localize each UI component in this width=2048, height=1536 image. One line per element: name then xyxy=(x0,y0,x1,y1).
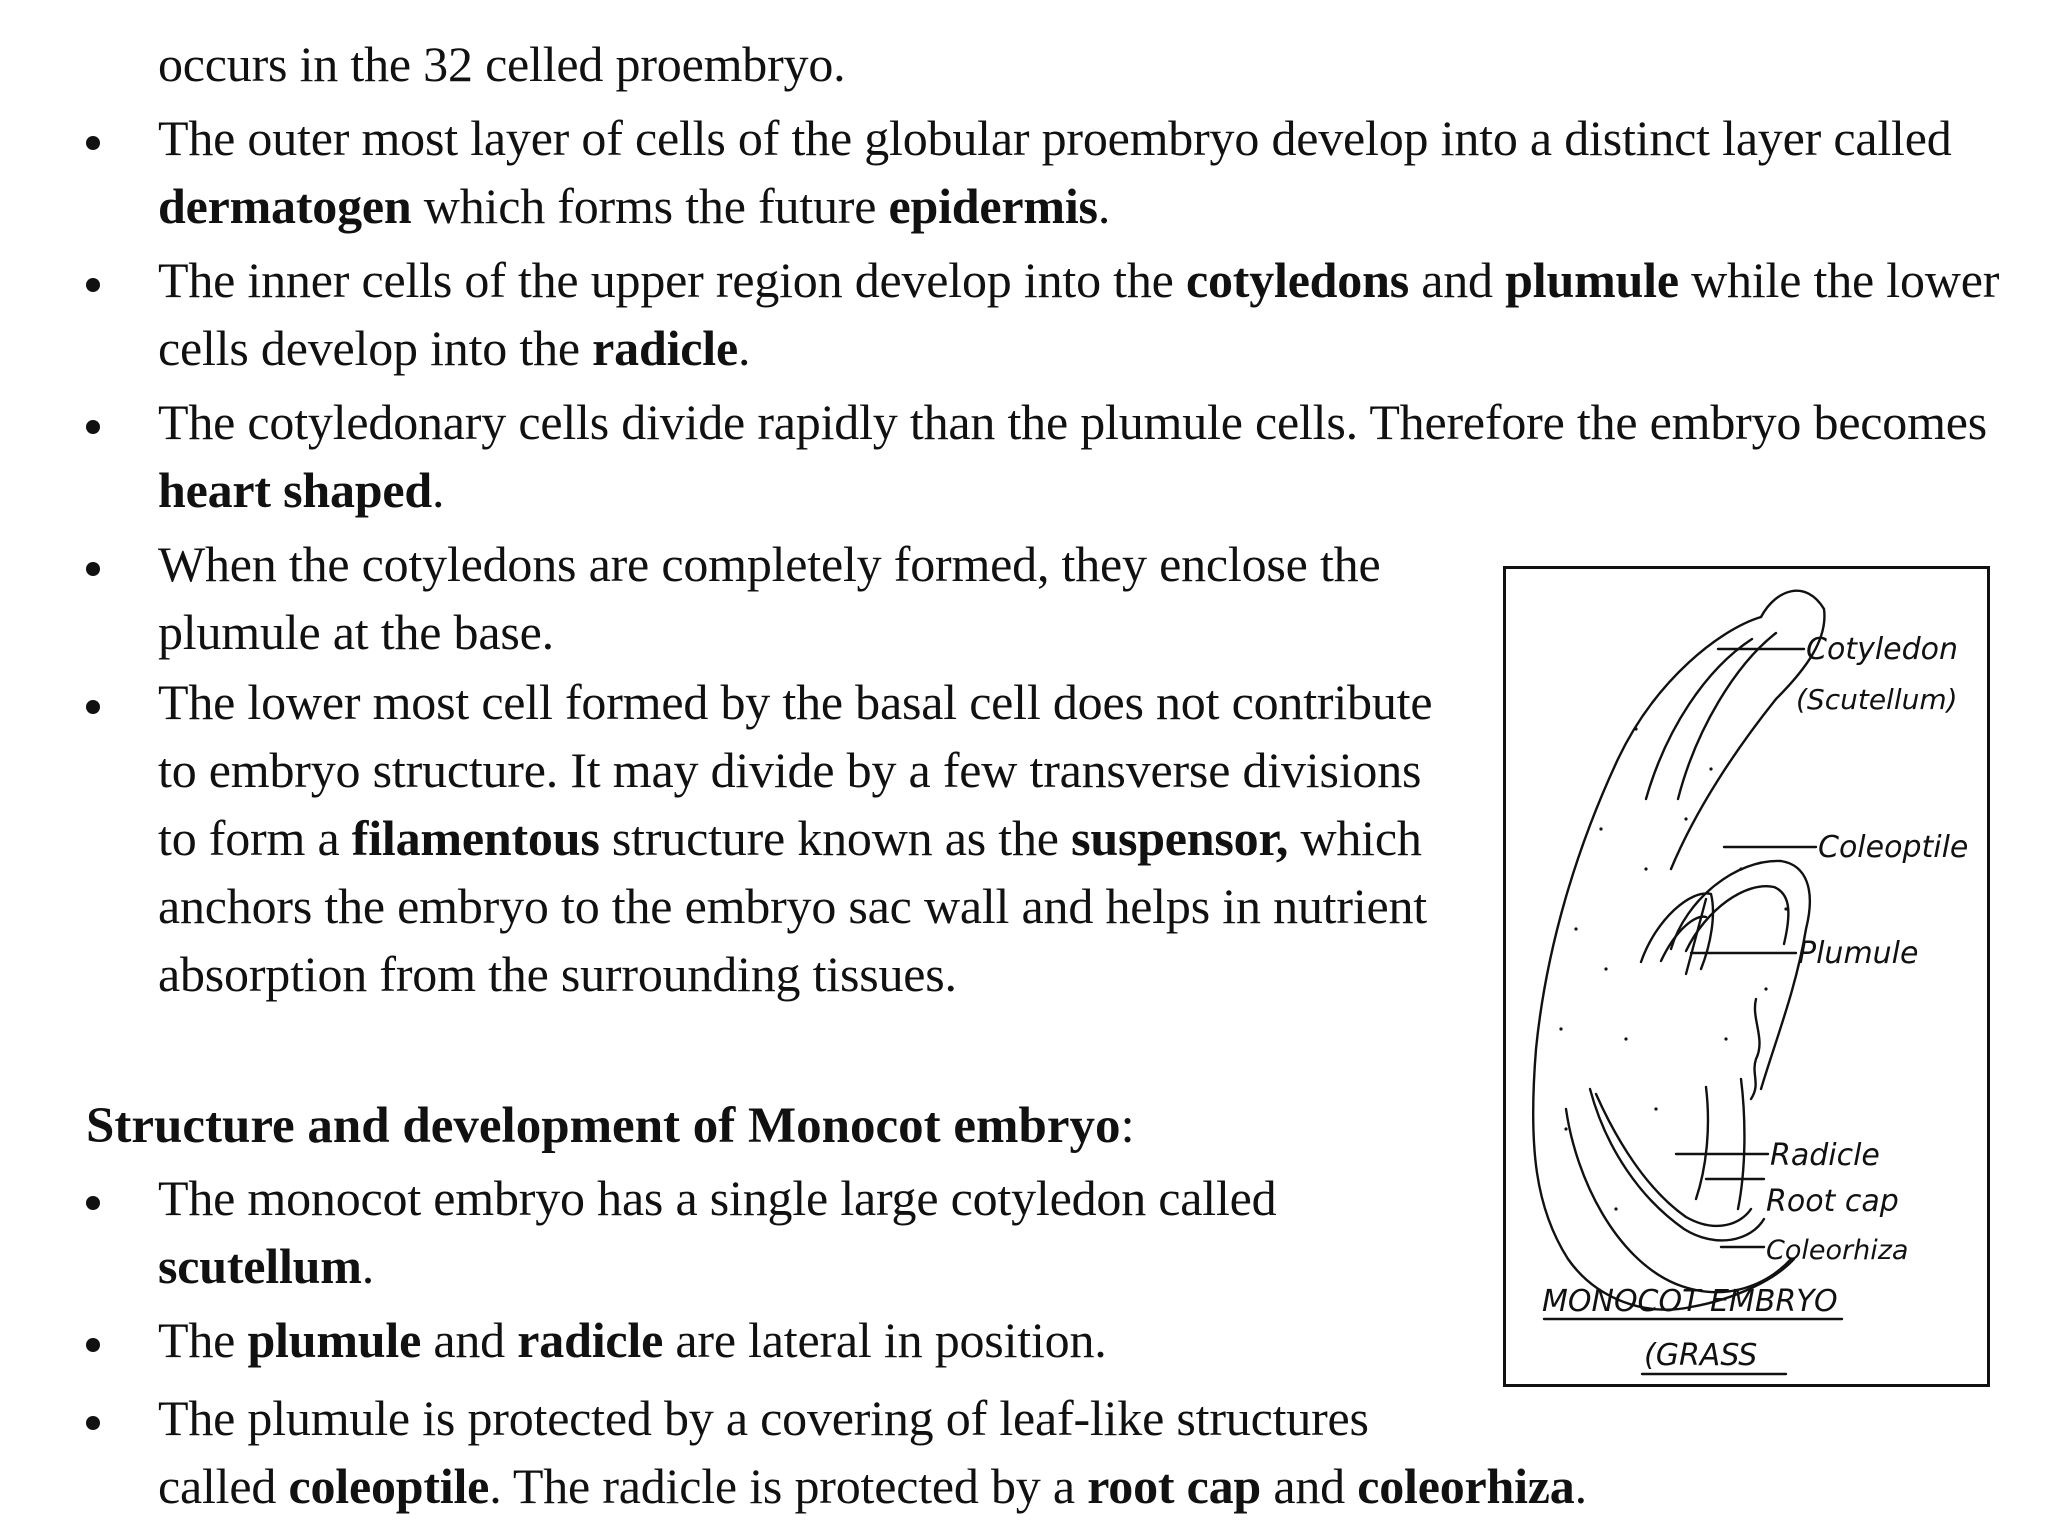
text-line xyxy=(158,1310,1107,1370)
text-run: . xyxy=(432,462,445,518)
text-run: occurs in the 32 celled proembryo. xyxy=(158,36,846,92)
term-radicle: radicle xyxy=(592,320,738,376)
text-run: . The radicle is protected by a xyxy=(489,1458,1088,1514)
text-run: When the cotyledons are completely formed, they enclose the xyxy=(158,536,1381,592)
text-run: to form a xyxy=(158,810,352,866)
text-line xyxy=(158,876,1427,936)
text-run: are lateral in position. xyxy=(663,1312,1107,1368)
term-dermatogen: dermatogen xyxy=(158,178,412,234)
text-run: The xyxy=(158,1312,248,1368)
term-coleoptile: coleoptile xyxy=(288,1458,490,1514)
term-scutellum: scutellum xyxy=(158,1238,362,1294)
bullet-icon xyxy=(86,420,100,434)
text-line xyxy=(158,460,444,520)
bullet-icon xyxy=(86,700,100,714)
text-run: The monocot embryo has a single large cotyledon called xyxy=(158,1170,1277,1226)
text-run: anchors the embryo to the embryo sac wall and helps in nutrient xyxy=(158,878,1427,934)
term-filamentous: filamentous xyxy=(351,810,600,866)
text-line xyxy=(158,534,1380,594)
plumule-shape xyxy=(1641,893,1713,974)
text-line xyxy=(158,1236,374,1296)
label-coleoptile: Coleoptile xyxy=(1818,830,1969,865)
label-plumule: Plumule xyxy=(1798,936,1919,971)
bullet-icon xyxy=(86,136,100,150)
text-run: to embryo structure. It may divide by a few transverse divisions xyxy=(158,742,1422,798)
label-coleorhiza: Coleorhiza xyxy=(1766,1235,1909,1266)
text-run: called xyxy=(158,1458,289,1514)
text-run: The cotyledonary cells divide rapidly than the plumule cells. Therefore the embryo becomes xyxy=(158,394,1988,450)
text-run: . xyxy=(1574,1458,1587,1514)
text-line xyxy=(158,672,1432,732)
scutellum-inner-line xyxy=(1646,639,1752,799)
heading-text: Structure and development of Monocot embryo xyxy=(86,1098,1121,1154)
text-run: cells develop into the xyxy=(158,320,593,376)
text-line xyxy=(158,1388,1369,1448)
heading-colon: : xyxy=(1120,1098,1135,1154)
label-radicle: Radicle xyxy=(1770,1138,1880,1173)
text-run: The lower most cell formed by the basal cell does not contribute xyxy=(158,674,1433,730)
monocot-embryo-figure xyxy=(1503,566,1990,1387)
term-epidermis: epidermis xyxy=(888,178,1098,234)
text-line xyxy=(158,176,1110,236)
section-heading xyxy=(86,1096,1135,1156)
text-run: plumule at the base. xyxy=(158,604,554,660)
text-run: . xyxy=(361,1238,375,1294)
embryo-drawing xyxy=(1506,569,1993,1390)
term-radicle: radicle xyxy=(517,1312,664,1368)
radicle-line-3 xyxy=(1696,1087,1708,1199)
text-run: The outer most layer of cells of the globular proembryo develop into a distinct layer called xyxy=(158,110,1952,166)
text-line xyxy=(158,318,750,378)
term-root-cap: root cap xyxy=(1087,1458,1262,1514)
text-line xyxy=(158,1456,1587,1516)
term-plumule: plumule xyxy=(247,1312,422,1368)
term-heart-shaped: heart shaped xyxy=(158,462,433,518)
coleoptile-outline xyxy=(1671,861,1810,1089)
text-line xyxy=(158,1168,1276,1228)
text-run: while the lower xyxy=(1678,252,2000,308)
scutellum-tip xyxy=(1671,591,1824,869)
bullet-icon xyxy=(86,1416,100,1430)
text-run: and xyxy=(1261,1458,1358,1514)
bullet-icon xyxy=(86,278,100,292)
text-line xyxy=(158,808,1422,868)
text-line xyxy=(158,250,1999,310)
term-coleorhiza: coleorhiza xyxy=(1357,1458,1575,1514)
label-scutellum: (Scutellum) xyxy=(1796,683,1958,716)
text-run: The inner cells of the upper region develop into the xyxy=(158,252,1186,308)
term-plumule: plumule xyxy=(1505,252,1679,308)
caption-line-2: (GRASS xyxy=(1644,1338,1758,1373)
bullet-icon xyxy=(86,1338,100,1352)
coleorhiza-outline xyxy=(1566,1109,1791,1292)
label-cotyledon: Cotyledon xyxy=(1806,632,1959,667)
text-run: absorption from the surrounding tissues. xyxy=(158,946,957,1002)
radicle-line-4 xyxy=(1738,1079,1744,1209)
text-line xyxy=(158,740,1421,800)
text-line xyxy=(158,392,1987,452)
bullet-icon xyxy=(86,562,100,576)
term-suspensor: suspensor, xyxy=(1071,810,1289,866)
scutellum-outline xyxy=(1533,617,1794,1310)
text-run: . xyxy=(1097,178,1111,234)
embryo-axis xyxy=(1751,999,1760,1099)
text-line xyxy=(158,944,957,1004)
text-run: The plumule is protected by a covering of leaf-like structures xyxy=(158,1390,1369,1446)
label-root-cap: Root cap xyxy=(1766,1184,1899,1219)
text-run: and xyxy=(421,1312,518,1368)
caption-line-1: MONOCOT EMBRYO xyxy=(1542,1284,1838,1319)
text-line xyxy=(158,602,554,662)
text-run: . xyxy=(737,320,751,376)
text-run: structure known as the xyxy=(599,810,1072,866)
bullet-icon xyxy=(86,1196,100,1210)
text-run: and xyxy=(1408,252,1506,308)
text-run: which forms the future xyxy=(411,178,889,234)
stipple-dots xyxy=(1559,727,1787,1210)
term-cotyledons: cotyledons xyxy=(1185,252,1409,308)
text-run: which xyxy=(1288,810,1422,866)
radicle-line-2 xyxy=(1590,1089,1764,1240)
text-line xyxy=(158,108,1952,168)
text-line xyxy=(158,34,845,94)
